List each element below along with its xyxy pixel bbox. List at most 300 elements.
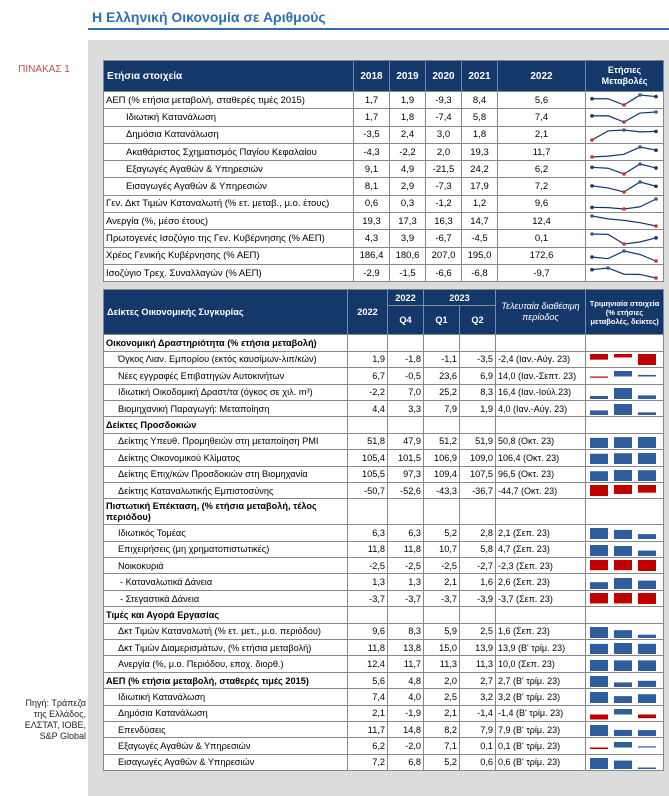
sparkline-point — [590, 232, 594, 236]
bars-cell — [586, 754, 664, 770]
indicator-value: -3,5 — [460, 351, 496, 367]
sparkline-point — [638, 93, 642, 97]
quarter-bar — [614, 660, 632, 671]
indicators-year-header: 2022 — [348, 290, 388, 335]
annual-value: 19,3 — [354, 213, 390, 230]
sparkline-point — [654, 148, 658, 152]
empty-cell — [424, 417, 460, 433]
empty-cell — [388, 417, 424, 433]
quarter-bar — [590, 485, 608, 496]
sparkline-point — [590, 268, 594, 272]
annual-value: 195,0 — [462, 247, 498, 264]
annual-value: -4,5 — [462, 230, 498, 247]
indicator-value: 6,3 — [348, 525, 388, 541]
latest-period: 2,6 (Σεπ. 23) — [496, 574, 586, 590]
indicator-value: -2,2 — [348, 384, 388, 400]
annual-row-label: Δημόσια Κατανάλωση — [104, 126, 354, 143]
annual-value: 8,1 — [354, 178, 390, 195]
annual-value: 9,1 — [354, 161, 390, 178]
annual-row — [104, 195, 664, 212]
quarter-bars — [588, 592, 660, 605]
annual-value: 16,3 — [426, 213, 462, 230]
quarter-bars — [588, 625, 660, 638]
annual-row — [104, 230, 664, 247]
empty-cell — [460, 499, 496, 525]
quarter-bar — [590, 396, 608, 399]
quarter-bar — [590, 545, 608, 556]
indicator-label: Επιχειρήσεις (μη χρηματοπιστωτικές) — [104, 541, 348, 557]
indicator-value: 7,2 — [348, 754, 388, 770]
quarter-bar — [638, 730, 656, 736]
sparkline-point — [654, 111, 658, 115]
annual-value: 9,6 — [498, 195, 586, 212]
sparkline — [588, 162, 660, 176]
source-line: ΕΛΣΤΑΤ, ΙΟΒΕ, — [24, 720, 86, 730]
quarter-bar — [638, 550, 656, 555]
indicator-value: 7,0 — [388, 384, 424, 400]
indicator-label: Ανεργία (%, μ.ο. Περιόδου, εποχ. διορθ.) — [104, 656, 348, 672]
sparkline-cell — [586, 143, 664, 160]
annual-value: -4,3 — [354, 143, 390, 160]
bars-cell — [586, 738, 664, 754]
indicator-row — [104, 351, 664, 367]
quarter-bars — [588, 526, 660, 539]
indicator-value: -3,7 — [388, 590, 424, 606]
indicator-value: 7,9 — [460, 721, 496, 737]
latest-period: -2,4 (Ιαν.-Αύγ. 23) — [496, 351, 586, 367]
indicator-row — [104, 400, 664, 416]
sparkline-line — [592, 147, 656, 157]
annual-value: 1,8 — [390, 109, 426, 126]
quarter-bar — [590, 593, 608, 603]
quarter-bar — [614, 593, 632, 603]
quarter-bars — [588, 435, 660, 448]
quarter-bars — [588, 723, 660, 736]
indicator-value: 11,3 — [424, 656, 460, 672]
quarter-bar — [614, 404, 632, 415]
sparkline-point — [654, 166, 658, 170]
bars-cell — [586, 450, 664, 466]
quarter-bars — [588, 353, 660, 366]
empty-cell — [348, 417, 388, 433]
indicator-row — [104, 656, 664, 672]
annual-value: 1,8 — [462, 126, 498, 143]
quarter-bar — [614, 354, 632, 357]
source-line: Πηγή: Τράπεζα — [25, 698, 86, 708]
quarter-bar — [590, 354, 608, 360]
indicator-row — [104, 574, 664, 590]
section-title: Πιστωτική Επέκταση, (% ετήσια μεταβολή, τέλος περιόδου) — [104, 499, 348, 525]
indicator-value: -3,7 — [348, 590, 388, 606]
indicator-value: 12,4 — [348, 656, 388, 672]
annual-value: 172,6 — [498, 247, 586, 264]
annual-value: -2,2 — [390, 143, 426, 160]
annual-value: -1,2 — [426, 195, 462, 212]
annual-value: -6,7 — [426, 230, 462, 247]
quarter-bar — [590, 644, 608, 654]
quarter-bar — [638, 412, 656, 415]
annual-value: 0,6 — [354, 195, 390, 212]
indicator-value: -3,9 — [460, 590, 496, 606]
quarter-bars — [588, 707, 660, 720]
indicator-value: 11,3 — [460, 656, 496, 672]
indicator-value: 7,9 — [424, 400, 460, 416]
table-label: ΠΙΝΑΚΑΣ 1 — [18, 64, 70, 75]
latest-period: -44,7 (Οκτ. 23) — [496, 482, 586, 498]
empty-cell — [496, 499, 586, 525]
year-header: 2019 — [390, 61, 426, 92]
indicator-value: -52,6 — [388, 482, 424, 498]
indicator-value: -2,5 — [348, 558, 388, 574]
quarter-bar — [590, 582, 608, 589]
sparkline — [588, 249, 660, 263]
indicator-value: 2,5 — [460, 623, 496, 639]
annual-value: 1,7 — [354, 92, 390, 109]
indicator-value: 1,6 — [460, 574, 496, 590]
indicator-value: 9,6 — [348, 623, 388, 639]
annual-row — [104, 109, 664, 126]
sparkline-point — [590, 205, 594, 209]
indicator-label: Βιομηχανική Παραγωγή: Μεταποίηση — [104, 400, 348, 416]
indicator-label: Ιδιωτική Κατανάλωση — [104, 689, 348, 705]
empty-cell — [496, 417, 586, 433]
indicator-value: -1,1 — [424, 351, 460, 367]
bars-cell — [586, 482, 664, 498]
indicator-row — [104, 433, 664, 449]
quarter-bar — [590, 627, 608, 638]
sparkline-line — [592, 268, 656, 278]
empty-cell — [424, 607, 460, 623]
indicator-value: 5,2 — [424, 525, 460, 541]
annual-value: 186,4 — [354, 247, 390, 264]
annual-row-label: Γεν. Δκτ Τιμών Καταναλωτή (% ετ. μεταβ., μ.ο. έτους) — [104, 195, 354, 212]
indicator-label: Ιδιωτική Οικοδομική Δραστ/τα (όγκος σε χιλ. m³) — [104, 384, 348, 400]
empty-cell — [388, 607, 424, 623]
quarter-bar — [590, 438, 608, 448]
quarter-bar — [614, 761, 632, 769]
quarter-bar — [638, 580, 656, 588]
indicator-label: Εξαγωγές Αγαθών & Υπηρεσιών — [104, 738, 348, 754]
indicator-label: - Καταναλωτικά Δάνεια — [104, 574, 348, 590]
q1-header: Q1 — [424, 306, 460, 335]
indicator-value: 11,8 — [348, 541, 388, 557]
indicator-row — [104, 672, 664, 688]
sparkline — [588, 266, 660, 280]
sparkline-point — [622, 121, 626, 125]
sparkline-cell — [586, 213, 664, 230]
indicator-label: Νέες εγγραφές Επιβατηγών Αυτοκινήτων — [104, 368, 348, 384]
quarter-bar — [638, 485, 656, 493]
indicator-row — [104, 384, 664, 400]
annual-value: 2,0 — [426, 143, 462, 160]
sparkline-cell — [586, 178, 664, 195]
annual-value: 180,6 — [390, 247, 426, 264]
latest-period: 3,2 (Β' τρίμ. 23) — [496, 689, 586, 705]
annual-row — [104, 126, 664, 143]
sparkline-line — [592, 216, 656, 226]
latest-period: 106,4 (Οκτ. 23) — [496, 450, 586, 466]
annual-value: 12,4 — [498, 213, 586, 230]
sparkline — [588, 128, 660, 142]
quarter-bars — [588, 402, 660, 415]
quarter-bar — [638, 560, 656, 571]
annual-row-label: Ανεργία (%, μέσο έτους) — [104, 213, 354, 230]
sparkline-point — [654, 259, 658, 263]
indicator-value: 107,5 — [460, 466, 496, 482]
sparkline-point — [590, 166, 594, 170]
annual-row — [104, 92, 664, 109]
source-note — [0, 698, 86, 742]
indicator-label: Δκτ Τιμών Διαμερισμάτων, (% ετήσια μεταβολή) — [104, 640, 348, 656]
empty-cell — [586, 607, 664, 623]
sparkline-point — [622, 173, 626, 177]
quarter-bars — [588, 576, 660, 589]
sparkline-point — [590, 97, 594, 101]
sparkline — [588, 93, 660, 107]
annual-value: 2,1 — [498, 126, 586, 143]
quarter-bar — [638, 395, 656, 399]
indicator-label: Δείκτης Οικονομικού Κλίματος — [104, 450, 348, 466]
quarter-bar — [638, 635, 656, 638]
indicator-value: 8,2 — [424, 721, 460, 737]
indicator-value: 7,4 — [348, 689, 388, 705]
quarter-bar — [638, 354, 656, 365]
latest-period: 10,0 (Σεπ. 23) — [496, 656, 586, 672]
year-header: 2021 — [462, 61, 498, 92]
sparkline-header: Ετήσιες Μεταβολές — [586, 61, 664, 92]
annual-row — [104, 264, 664, 281]
sparkline-point — [590, 155, 594, 159]
year-header: 2022 — [498, 61, 586, 92]
latest-period: 2,7 (Β' τρίμ. 23) — [496, 672, 586, 688]
indicator-label: Όγκος Λιαν. Εμπορίου (εκτός καυσίμων-λιπ/κών) — [104, 351, 348, 367]
annual-row-label: ΑΕΠ (% ετήσια μεταβολή, σταθερές τιμές 2015) — [104, 92, 354, 109]
bars-cell — [586, 623, 664, 639]
indicator-value: 5,2 — [424, 754, 460, 770]
title-underline — [88, 28, 669, 30]
annual-row — [104, 178, 664, 195]
indicator-value: 1,3 — [388, 574, 424, 590]
quarterly-bars-header: Τριμηνιαία στοιχεία (% ετήσιες μεταβολές, δείκτες) — [586, 290, 664, 335]
bars-cell — [586, 574, 664, 590]
latest-period: 16,4 (Ιαν.-Ιούλ.23) — [496, 384, 586, 400]
indicator-value: 2,1 — [424, 574, 460, 590]
quarter-bar — [590, 714, 608, 719]
indicator-value: 51,8 — [348, 433, 388, 449]
indicator-value: 11,8 — [348, 640, 388, 656]
indicator-label: - Στεγαστικά Δάνεια — [104, 590, 348, 606]
indicator-value: 6,2 — [348, 738, 388, 754]
quarter-bar — [590, 660, 608, 671]
annual-row-label: Ισοζύγιο Τρεχ. Συναλλαγών (% ΑΕΠ) — [104, 264, 354, 281]
annual-value: -2,9 — [354, 264, 390, 281]
indicator-value: 97,3 — [388, 466, 424, 482]
bars-cell — [586, 640, 664, 656]
indicator-value: 2,7 — [460, 672, 496, 688]
sparkline-point — [590, 214, 594, 218]
sparkline-point — [622, 242, 626, 246]
indicator-value: 7,1 — [424, 738, 460, 754]
sparkline — [588, 180, 660, 194]
indicator-value: 2,0 — [424, 672, 460, 688]
sparkline-point — [590, 114, 594, 118]
indicator-value: 25,2 — [424, 384, 460, 400]
empty-cell — [424, 499, 460, 525]
indicator-row — [104, 754, 664, 770]
indicator-value: 109,0 — [460, 450, 496, 466]
indicator-value: 5,6 — [348, 672, 388, 688]
quarter-bar — [638, 375, 656, 377]
sparkline-cell — [586, 264, 664, 281]
indicator-row — [104, 558, 664, 574]
indicator-label: Δημόσια Κατανάλωση — [104, 705, 348, 721]
sparkline-point — [654, 129, 658, 133]
indicator-value: 14,8 — [388, 721, 424, 737]
quarter-bars — [588, 740, 660, 753]
bars-cell — [586, 525, 664, 541]
sparkline-point — [654, 184, 658, 188]
section-row — [104, 335, 664, 351]
annual-value: 207,0 — [426, 247, 462, 264]
indicator-value: 13,9 — [460, 640, 496, 656]
sparkline-point — [654, 224, 658, 228]
quarter-bar — [614, 371, 632, 377]
sparkline-point — [654, 236, 658, 240]
annual-header-label: Ετήσια στοιχεία — [104, 61, 354, 92]
indicator-value: 101,5 — [388, 450, 424, 466]
quarter-bar — [638, 681, 656, 687]
quarter-bar — [614, 578, 632, 589]
bars-cell — [586, 705, 664, 721]
annual-header-row — [104, 61, 664, 92]
quarter-bar — [590, 692, 608, 703]
indicators-header-row — [104, 290, 664, 306]
quarter-bar — [638, 746, 656, 747]
indicator-value: -50,7 — [348, 482, 388, 498]
quarter-bars — [588, 559, 660, 572]
sparkline-point — [654, 197, 658, 201]
sparkline-cell — [586, 126, 664, 143]
indicator-value: 4,4 — [348, 400, 388, 416]
indicator-value: -36,7 — [460, 482, 496, 498]
quarter-bar — [614, 742, 632, 748]
quarter-bar — [614, 485, 632, 494]
indicator-row — [104, 640, 664, 656]
sparkline — [588, 110, 660, 124]
quarter-bar — [614, 730, 632, 736]
quarter-bar — [638, 767, 656, 769]
sparkline-cell — [586, 109, 664, 126]
annual-value: 1,2 — [462, 195, 498, 212]
indicator-value: 15,0 — [424, 640, 460, 656]
annual-row — [104, 213, 664, 230]
group-2022-header: 2022 — [388, 290, 424, 306]
indicator-label: Νοικοκυριά — [104, 558, 348, 574]
indicator-value: 0,1 — [460, 738, 496, 754]
indicator-value: -1,9 — [388, 705, 424, 721]
latest-period: 0,6 (Β' τρίμ. 23) — [496, 754, 586, 770]
sparkline-point — [622, 207, 626, 211]
quarter-bar — [614, 709, 632, 715]
annual-value: 14,7 — [462, 213, 498, 230]
quarter-bar — [590, 725, 608, 736]
bars-cell — [586, 721, 664, 737]
indicator-value: 23,6 — [424, 368, 460, 384]
indicator-row — [104, 721, 664, 737]
annual-value: 6,2 — [498, 161, 586, 178]
quarter-bars — [588, 641, 660, 654]
sparkline-cell — [586, 161, 664, 178]
quarter-bar — [638, 437, 656, 448]
empty-cell — [348, 335, 388, 351]
annual-table — [103, 60, 664, 282]
source-line: της Ελλάδος, — [33, 709, 86, 719]
annual-value: -9,7 — [498, 264, 586, 281]
sparkline-point — [590, 255, 594, 259]
indicator-value: -2,5 — [424, 558, 460, 574]
empty-cell — [460, 335, 496, 351]
bars-cell — [586, 400, 664, 416]
quarter-bar — [638, 695, 656, 704]
quarter-bar — [638, 535, 656, 540]
annual-value: 5,8 — [462, 109, 498, 126]
latest-period: 4,7 (Σεπ. 23) — [496, 541, 586, 557]
page-title: Η Ελληνική Οικονομία σε Αριθμούς — [92, 9, 326, 25]
indicator-value: 2,5 — [424, 689, 460, 705]
annual-row — [104, 247, 664, 264]
quarter-bar — [590, 377, 608, 378]
indicator-value: 47,9 — [388, 433, 424, 449]
indicator-value: 11,8 — [388, 541, 424, 557]
quarter-bar — [590, 471, 608, 481]
indicator-value: 10,7 — [424, 541, 460, 557]
annual-value: 11,7 — [498, 143, 586, 160]
indicator-value: -1,8 — [388, 351, 424, 367]
empty-cell — [388, 499, 424, 525]
quarter-bar — [614, 454, 632, 465]
indicator-label: Δείκτης Υπευθ. Προμηθειών στη μεταποίηση PMI — [104, 433, 348, 449]
group-2023-header: 2023 — [424, 290, 496, 306]
latest-period: 14,0 (Ιαν.-Σεπτ. 23) — [496, 368, 586, 384]
annual-value: 8,4 — [462, 92, 498, 109]
indicator-value: 51,9 — [460, 433, 496, 449]
latest-period: 7,9 (Β' τρίμ. 23) — [496, 721, 586, 737]
bars-cell — [586, 541, 664, 557]
quarter-bar — [614, 388, 632, 399]
annual-value: 7,2 — [498, 178, 586, 195]
empty-cell — [496, 607, 586, 623]
latest-period: -2,3 (Σεπ. 23) — [496, 558, 586, 574]
bars-cell — [586, 351, 664, 367]
indicator-value: -43,3 — [424, 482, 460, 498]
sparkline-cell — [586, 92, 664, 109]
annual-value: 5,6 — [498, 92, 586, 109]
annual-value: 4,9 — [390, 161, 426, 178]
annual-row-label: Εξαγωγές Αγαθών & Υπηρεσιών — [104, 161, 354, 178]
annual-value: -7,4 — [426, 109, 462, 126]
annual-row-label: Ακαθάριστος Σχηματισμός Παγίου Κεφαλαίου — [104, 143, 354, 160]
indicator-row — [104, 368, 664, 384]
empty-cell — [348, 607, 388, 623]
latest-period: 1,6 (Σεπ. 23) — [496, 623, 586, 639]
sparkline-point — [622, 128, 626, 132]
latest-period-header: Τελευταία διαθέσιμη περίοδος — [496, 290, 586, 335]
latest-period: 50,8 (Οκτ. 23) — [496, 433, 586, 449]
annual-row-label: Εισαγωγές Αγαθών & Υπηρεσιών — [104, 178, 354, 195]
quarter-bar — [638, 593, 656, 604]
q4-header: Q4 — [388, 306, 424, 335]
sparkline-point — [654, 95, 658, 99]
